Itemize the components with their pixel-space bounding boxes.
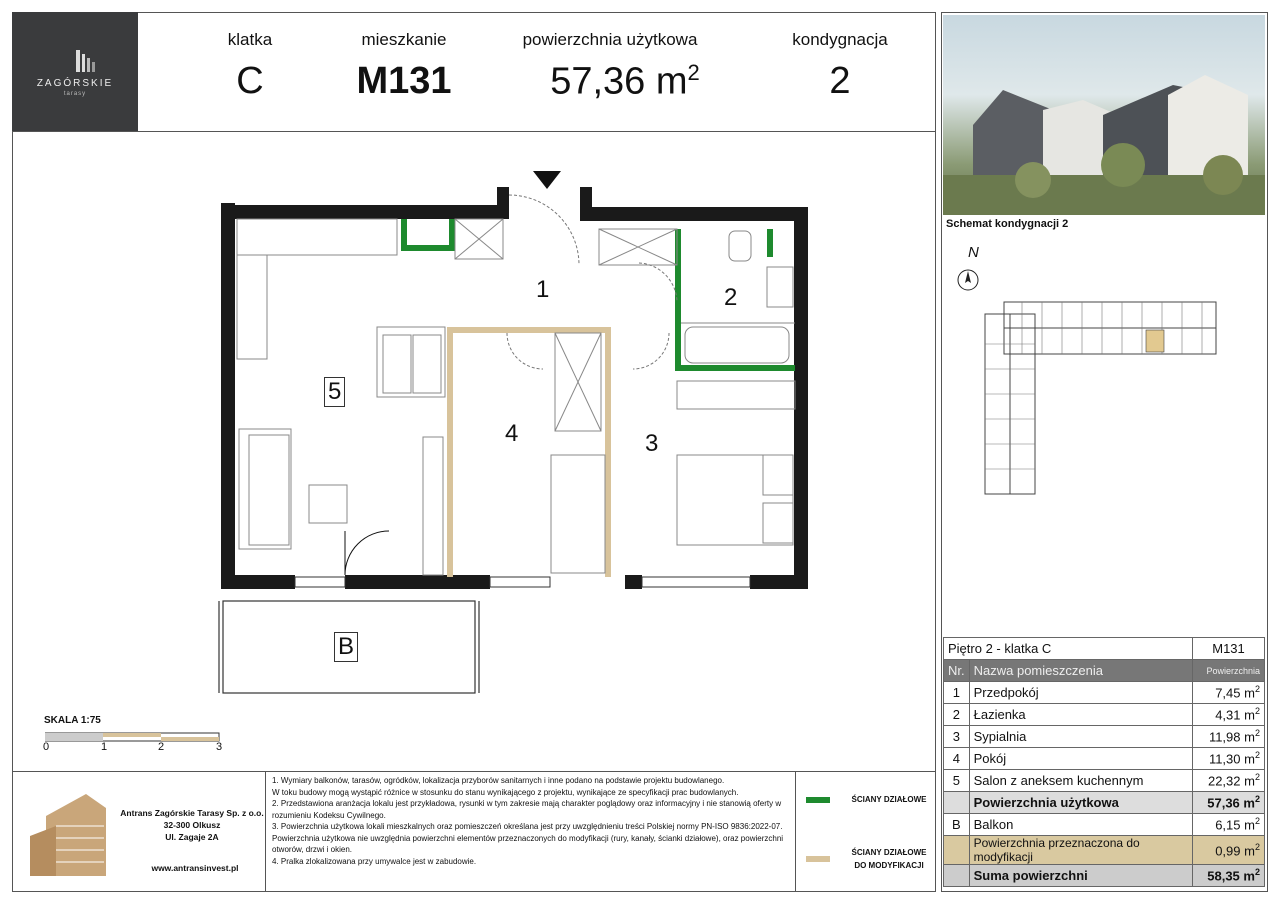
- company-postal: 32-300 Olkusz: [163, 820, 221, 830]
- scale-tick-2: 2: [158, 741, 165, 753]
- header-area-value: 57,36 m: [550, 60, 688, 103]
- header-label-klatka: klatka: [227, 30, 273, 49]
- table-balcony-row: [944, 814, 1265, 836]
- table-row: [944, 682, 1265, 704]
- plan-room-b: B: [334, 632, 358, 662]
- row-area-value: 22,32: [1207, 773, 1241, 789]
- row-area: [1193, 704, 1265, 726]
- row-area-value: 7,45: [1215, 685, 1241, 701]
- row-nr: 5: [944, 770, 970, 792]
- plan-room-2: 2: [724, 284, 738, 311]
- plan-room-4: 4: [505, 420, 519, 447]
- plan-room-5: 5: [324, 377, 345, 407]
- balcony-area-value: 6,15: [1215, 817, 1241, 833]
- plan-room-1: 1: [536, 276, 550, 303]
- mod-name: Powierzchnia przeznaczona do modyfikacji: [969, 836, 1192, 865]
- legend-swatch-green: [806, 797, 830, 803]
- table-title: Piętro 2 - klatka C: [944, 638, 1193, 660]
- balcony-name: Balkon: [969, 814, 1192, 836]
- row-area-unit: m: [1244, 707, 1255, 723]
- sum-area: [1193, 865, 1265, 887]
- sum-area-unit: m: [1243, 868, 1255, 884]
- balcony-area-unit: m: [1244, 817, 1255, 833]
- row-area: [1193, 682, 1265, 704]
- legend-label-2b: DO MODYFIKACJI: [854, 861, 924, 870]
- row-name: Sypialnia: [969, 726, 1192, 748]
- note-2: 2. Przedstawiona aranżacja lokalu jest przykładowa, rysunki w tym zakresie mają charakter poglądowy oraz informacyjny i nie stanowią oferty w rozumieniu Kodeksu Cywilnego.: [272, 799, 782, 820]
- row-nr: 3: [944, 726, 970, 748]
- row-area-value: 4,31: [1215, 707, 1241, 723]
- entrance-arrow-icon: [533, 171, 561, 189]
- mod-area-value: 0,99: [1215, 843, 1241, 859]
- company-name: Antrans Zagórskie Tarasy Sp. z o.o.: [120, 808, 264, 818]
- header-label-powierzchnia: powierzchnia użytkowa: [522, 30, 698, 49]
- scale-tick-3: 3: [216, 741, 223, 753]
- row-area-unit: m: [1244, 773, 1255, 789]
- header-area-sup: 2: [687, 60, 700, 85]
- scale-bar: [45, 731, 225, 743]
- table-unit: M131: [1193, 638, 1265, 660]
- company-street: Ul. Zagaje 2A: [165, 832, 219, 842]
- floor-scheme-label: Schemat kondygnacji 2: [946, 218, 1069, 230]
- col-nr: Nr.: [944, 660, 970, 682]
- col-area: Powierzchnia: [1193, 660, 1265, 682]
- row-nr: 1: [944, 682, 970, 704]
- note-3b: Powierzchnia użytkowa nie uwzględnia powierzchni elementów przeznaczonych do modyfikacji (rury, kanały, ścianki działowe), oraz powierzchni otworów, drzwi i okien.: [272, 833, 784, 854]
- row-area-sup: 2: [1254, 750, 1260, 761]
- sum-area-sup: 2: [1254, 867, 1260, 878]
- header-value-mieszkanie: M131: [356, 60, 452, 102]
- scale-tick-0: 0: [43, 741, 50, 753]
- mod-area: [1193, 836, 1265, 865]
- balcony-area-sup: 2: [1254, 816, 1260, 827]
- sum-name: Suma powierzchni: [969, 865, 1192, 887]
- row-area: [1193, 770, 1265, 792]
- header-value-kondygnacja: 2: [829, 60, 851, 102]
- row-nr: 4: [944, 748, 970, 770]
- note-3a: 3. Powierzchnia użytkowa lokali mieszkalnych oraz pomieszczeń określana jest przy uwzględnieniu treści Polskiej normy PN-ISO 9836:2022-07.: [272, 822, 783, 831]
- table-mod-row: [944, 836, 1265, 865]
- note-1a: 1. Wymiary balkonów, tarasów, ogródków, lokalizacja przyborów sanitarnych i inne podano na podstawie projektu budowlanego.: [272, 776, 725, 785]
- table-row: [944, 748, 1265, 770]
- total-area-sup: 2: [1254, 794, 1260, 805]
- note-1b: W toku budowy mogą wystąpić różnice w stosunku do stanu wynikającego z projektu, wynikające ze specyfikacji prac budowlanych.: [272, 787, 739, 797]
- company-logo: [26, 786, 118, 882]
- row-area-sup: 2: [1254, 684, 1260, 695]
- rooms-table: [943, 637, 1265, 887]
- total-name: Powierzchnia użytkowa: [969, 792, 1192, 814]
- table-row: [944, 704, 1265, 726]
- building-photo: [943, 15, 1265, 215]
- row-area-value: 11,98: [1208, 729, 1241, 745]
- table-sum-row: [944, 865, 1265, 887]
- unit-highlight: [1146, 330, 1164, 352]
- note-4: 4. Pralka zlokalizowana przy umywalce jest w zabudowie.: [272, 856, 477, 866]
- total-area: [1193, 792, 1265, 814]
- floor-scheme-plan: [982, 294, 1227, 502]
- footer-divider-2: [795, 771, 796, 892]
- row-area-sup: 2: [1254, 772, 1260, 783]
- header-value-klatka: C: [236, 60, 264, 102]
- brand-sub: tarasy: [63, 91, 87, 97]
- legend-label-2a: ŚCIANY DZIAŁOWE: [851, 848, 927, 857]
- mod-area-unit: m: [1244, 843, 1255, 859]
- scale-tick-1: 1: [101, 741, 108, 753]
- total-area-value: 57,36: [1207, 795, 1240, 811]
- balcony-area: [1193, 814, 1265, 836]
- header-label-mieszkanie: mieszkanie: [361, 30, 447, 49]
- footer-divider: [12, 771, 936, 772]
- table-row: [944, 726, 1265, 748]
- row-name: Przedpokój: [969, 682, 1192, 704]
- footer-divider-1: [265, 771, 266, 892]
- row-area-unit: m: [1244, 685, 1255, 701]
- compass-label: N: [968, 244, 979, 261]
- table-title-row: [944, 638, 1265, 660]
- header-divider: [12, 131, 936, 132]
- notes-block: [272, 775, 792, 867]
- row-area-sup: 2: [1254, 728, 1260, 739]
- sum-area-value: 58,35: [1207, 868, 1240, 884]
- plan-room-3: 3: [645, 430, 659, 457]
- row-area: [1193, 748, 1265, 770]
- table-header-row: [944, 660, 1265, 682]
- balcony-nr: B: [944, 814, 970, 836]
- legend-swatch-beige: [806, 856, 830, 862]
- building-illustration: [943, 15, 1265, 215]
- row-area: [1193, 726, 1265, 748]
- row-nr: 2: [944, 704, 970, 726]
- brand-name: ZAGÓRSKIE: [36, 78, 114, 89]
- row-area-sup: 2: [1254, 706, 1260, 717]
- mod-area-sup: 2: [1254, 841, 1260, 852]
- header-label-kondygnacja: kondygnacja: [792, 30, 888, 49]
- row-name: Pokój: [969, 748, 1192, 770]
- company-website[interactable]: www.antransinvest.pl: [151, 863, 239, 873]
- row-name: Salon z aneksem kuchennym: [969, 770, 1192, 792]
- legend-label-1: ŚCIANY DZIAŁOWE: [851, 795, 927, 804]
- total-area-unit: m: [1243, 795, 1255, 811]
- compass-icon: [956, 268, 980, 292]
- row-area-unit: m: [1244, 729, 1255, 745]
- row-area-unit: m: [1244, 751, 1255, 767]
- table-row: [944, 770, 1265, 792]
- scale-label: SKALA 1:75: [44, 715, 101, 726]
- row-name: Łazienka: [969, 704, 1192, 726]
- row-area-value: 11,30: [1208, 751, 1241, 767]
- table-total-row: [944, 792, 1265, 814]
- col-name: Nazwa pomieszczenia: [969, 660, 1192, 682]
